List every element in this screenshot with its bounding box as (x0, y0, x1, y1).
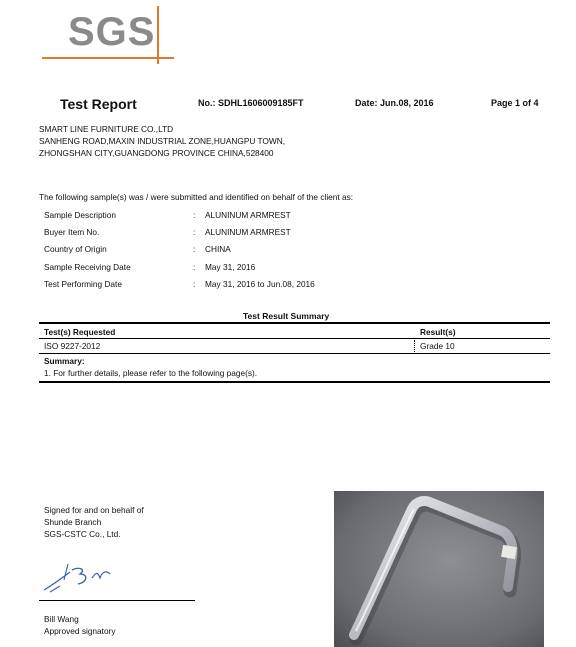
table-cell-test: ISO 9227-2012 (44, 341, 101, 351)
field-colon: : (193, 279, 196, 289)
report-date: Date: Jun.08, 2016 (355, 98, 434, 108)
company-line: SGS-CSTC Co., Ltd. (44, 529, 121, 539)
client-address-line-1: SANHENG ROAD,MAXIN INDUSTRIAL ZONE,HUANGPU TOWN, (39, 136, 286, 146)
column-header-tests: Test(s) Requested (44, 327, 116, 337)
logo-orange-rule-vertical (157, 6, 159, 64)
field-colon: : (193, 210, 196, 220)
summary-note: 1. For further details, please refer to the following page(s). (44, 368, 258, 378)
field-colon: : (193, 244, 196, 254)
field-label: Sample Receiving Date (44, 262, 131, 272)
signatory-role: Approved signatory (44, 626, 116, 636)
field-label: Sample Description (44, 210, 116, 220)
field-label: Country of Origin (44, 244, 107, 254)
signatory-name: Bill Wang (44, 614, 79, 624)
result-summary-table (39, 322, 550, 383)
field-label: Test Performing Date (44, 279, 122, 289)
handwritten-signature (40, 560, 130, 594)
logo-orange-rule-horizontal (42, 57, 174, 59)
field-value: May 31, 2016 to Jun.08, 2016 (205, 279, 315, 289)
report-number: No.: SDHL1606009185FT (198, 98, 304, 108)
signature-line (39, 600, 195, 601)
page-indicator: Page 1 of 4 (491, 98, 539, 108)
column-divider (414, 340, 415, 352)
table-row-rule (39, 353, 550, 354)
field-value: CHINA (205, 244, 231, 254)
table-top-rule (39, 322, 550, 324)
field-value: ALUNINUM ARMREST (205, 210, 291, 220)
logo-text: SGS (68, 10, 156, 54)
table-cell-result: Grade 10 (420, 341, 455, 351)
client-name: SMART LINE FURNITURE CO.,LTD (39, 124, 174, 134)
signed-on-behalf-line: Signed for and on behalf of (44, 505, 144, 515)
report-title: Test Report (60, 96, 137, 112)
field-value: ALUNINUM ARMREST (205, 227, 291, 237)
client-address-line-2: ZHONGSHAN CITY,GUANGDONG PROVINCE CHINA,528400 (39, 148, 274, 158)
sample-photo (334, 491, 544, 647)
table-bottom-rule (39, 381, 550, 383)
field-label: Buyer Item No. (44, 227, 100, 237)
field-colon: : (193, 227, 196, 237)
branch-line: Shunde Branch (44, 517, 102, 527)
column-header-results: Result(s) (420, 327, 456, 337)
field-colon: : (193, 262, 196, 272)
sgs-logo (42, 4, 174, 66)
summary-title: Test Result Summary (243, 311, 330, 321)
summary-label: Summary: (44, 356, 85, 366)
sample-intro: The following sample(s) was / were submitted and identified on behalf of the client as: (39, 192, 354, 202)
field-value: May 31, 2016 (205, 262, 256, 272)
table-header-rule (39, 338, 550, 339)
